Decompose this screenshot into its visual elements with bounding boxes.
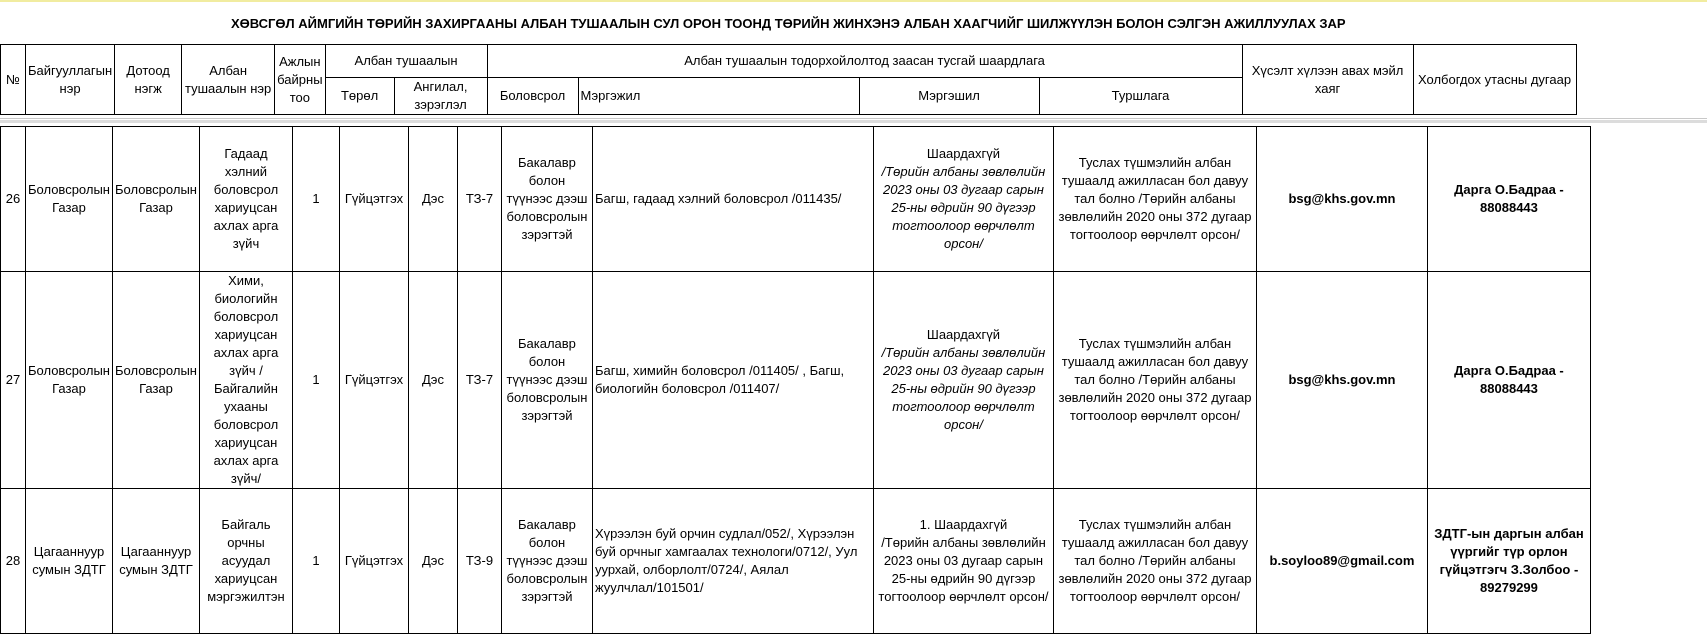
cell-position[interactable]: Хими, биологийн боловсрол хариуцсан ахлах арга зүйч /Байгалийн ухааны боловсрол хариуцсан ахлах арга зүйч/ <box>199 272 292 489</box>
data-table <box>0 126 1591 634</box>
cell-profession[interactable]: Багш, химийн боловсрол /011405/ , Багш, биологийн боловсрол /011407/ <box>592 272 873 489</box>
cell-org[interactable]: Боловсролын Газар <box>26 272 113 489</box>
cell-type[interactable]: Гүйцэтгэх <box>339 489 408 634</box>
header-profession: Мэргэжил <box>578 78 859 115</box>
cell-email[interactable]: b.soyloo89@gmail.com <box>1256 489 1427 634</box>
cell-qualification[interactable] <box>873 127 1053 272</box>
header-unit: Дотоод нэгж <box>115 45 182 115</box>
sheet-top-strip <box>0 0 1707 2</box>
header-education: Боловсрол <box>487 78 578 115</box>
cell-education[interactable]: Бакалавр болон түүнээс дээш боловсролын зэрэгтэй <box>501 489 592 634</box>
cell-phone[interactable]: Дарга О.Бадраа - 88088443 <box>1427 272 1590 489</box>
cell-count[interactable]: 1 <box>292 127 339 272</box>
cell-position[interactable]: Байгаль орчны асуудал хариуцсан мэргэжилтэн <box>199 489 292 634</box>
cell-phone[interactable]: ЗДТГ-ын даргын албан үүргийг түр орлон гүйцэтгэгч З.Золбоо - 89279299 <box>1427 489 1590 634</box>
header-type: Төрөл <box>325 78 394 115</box>
cell-profession[interactable]: Хүрээлэн буй орчин судлал/052/, Хүрээлэн буй орчныг хамгаалах технологи/0712/, Уул уурхай, олборлолт/0724/, Аялал жуулчлал/101501/ <box>592 489 873 634</box>
qualification-main: Шаардахгүй <box>926 327 1001 342</box>
cell-experience[interactable]: Туслах түшмэлийн албан тушаалд ажилласан бол давуу тал болно /Төрийн албаны зөвлөлийн 2020 оны 372 дугаар тогтоолоор өөрчлөлт орсон/ <box>1053 489 1256 634</box>
table-row <box>1 272 1591 489</box>
cell-type[interactable]: Гүйцэтгэх <box>339 127 408 272</box>
cell-org[interactable]: Боловсролын Газар <box>26 127 113 272</box>
cell-grade[interactable]: ТЗ-7 <box>457 272 501 489</box>
table-row <box>1 489 1591 634</box>
qualification-main: 1. Шаардахгүй <box>919 517 1008 532</box>
cell-grade[interactable]: ТЗ-7 <box>457 127 501 272</box>
cell-email[interactable]: bsg@khs.gov.mn <box>1256 127 1427 272</box>
header-category: Ангилал, зэрэглэл <box>394 78 487 115</box>
header-table <box>0 3 1577 115</box>
header-email: Хүсэлт хүлээн авах мэйл хаяг <box>1242 45 1413 115</box>
header-requirements: Албан тушаалын тодорхойлолтод заасан тусгай шаардлага <box>487 45 1242 78</box>
cell-unit[interactable]: Боловсролын Газар <box>112 272 199 489</box>
cell-count[interactable]: 1 <box>292 272 339 489</box>
cell-qualification[interactable] <box>873 489 1053 634</box>
table-row <box>1 127 1591 272</box>
cell-rank[interactable]: Дэс <box>408 272 457 489</box>
cell-rank[interactable]: Дэс <box>408 127 457 272</box>
frozen-pane-shadow <box>0 120 1707 123</box>
cell-type[interactable]: Гүйцэтгэх <box>339 272 408 489</box>
cell-position[interactable]: Гадаад хэлний боловсрол хариуцсан ахлах арга зүйч <box>199 127 292 272</box>
qualification-note: /Төрийн албаны зөвлөлийн 2023 оны 03 дугаар сарын 25-ны өдрийн 90 дүгээр тогтоолоор өөрчлөлт орсон/ <box>881 345 1046 432</box>
header-position: Албан тушаалын нэр <box>182 45 275 115</box>
qualification-note: /Төрийн албаны зөвлөлийн 2023 оны 03 дугаар сарын 25-ны өдрийн 90 дүгээр тогтоолоор өөрчлөлт орсон/ <box>878 535 1049 604</box>
cell-qualification[interactable] <box>873 272 1053 489</box>
sheet-title: ХӨВСГӨЛ АЙМГИЙН ТӨРИЙН ЗАХИРГААНЫ АЛБАН ТУШААЛЫН СУЛ ОРОН ТООНД ТӨРИЙН ЖИНХЭНЭ АЛБАН ХААГЧИЙГ ШИЛЖҮҮЛЭН БОЛОН СЭЛГЭН АЖИЛЛУУЛАХ ЗАР <box>1 4 1577 45</box>
cell-profession[interactable]: Багш, гадаад хэлний боловсрол /011435/ <box>592 127 873 272</box>
cell-rank[interactable]: Дэс <box>408 489 457 634</box>
cell-phone[interactable]: Дарга О.Бадраа - 88088443 <box>1427 127 1590 272</box>
header-org: Байгууллагын нэр <box>26 45 115 115</box>
cell-num[interactable]: 28 <box>1 489 26 634</box>
cell-email[interactable]: bsg@khs.gov.mn <box>1256 272 1427 489</box>
cell-unit[interactable]: Боловсролын Газар <box>112 127 199 272</box>
cell-experience[interactable]: Туслах түшмэлийн албан тушаалд ажилласан бол давуу тал болно /Төрийн албаны зөвлөлийн 2020 оны 372 дугаар тогтоолоор өөрчлөлт орсон/ <box>1053 272 1256 489</box>
header-qualification: Мэргэшил <box>859 78 1039 115</box>
qualification-main: Шаардахгүй <box>926 146 1001 161</box>
header-experience: Туршлага <box>1039 78 1242 115</box>
header-count: Ажлын байрны тоо <box>275 45 325 115</box>
cell-num[interactable]: 27 <box>1 272 26 489</box>
cell-num[interactable]: 26 <box>1 127 26 272</box>
cell-unit[interactable]: Цагааннуур сумын ЗДТГ <box>112 489 199 634</box>
cell-experience[interactable]: Туслах түшмэлийн албан тушаалд ажилласан бол давуу тал болно /Төрийн албаны зөвлөлийн 2020 оны 372 дугаар тогтоолоор өөрчлөлт орсон/ <box>1053 127 1256 272</box>
qualification-note: /Төрийн албаны зөвлөлийн 2023 оны 03 дугаар сарын 25-ны өдрийн 90 дүгээр тогтоолоор өөрчлөлт орсон/ <box>881 164 1046 251</box>
header-position-group: Албан тушаалын <box>325 45 487 78</box>
cell-education[interactable]: Бакалавр болон түүнээс дээш боловсролын зэрэгтэй <box>501 127 592 272</box>
cell-org[interactable]: Цагааннуур сумын ЗДТГ <box>26 489 113 634</box>
header-phone: Холбогдох утасны дугаар <box>1413 45 1576 115</box>
cell-grade[interactable]: ТЗ-9 <box>457 489 501 634</box>
header-num: № <box>1 45 26 115</box>
cell-count[interactable]: 1 <box>292 489 339 634</box>
cell-education[interactable]: Бакалавр болон түүнээс дээш боловсролын зэрэгтэй <box>501 272 592 489</box>
